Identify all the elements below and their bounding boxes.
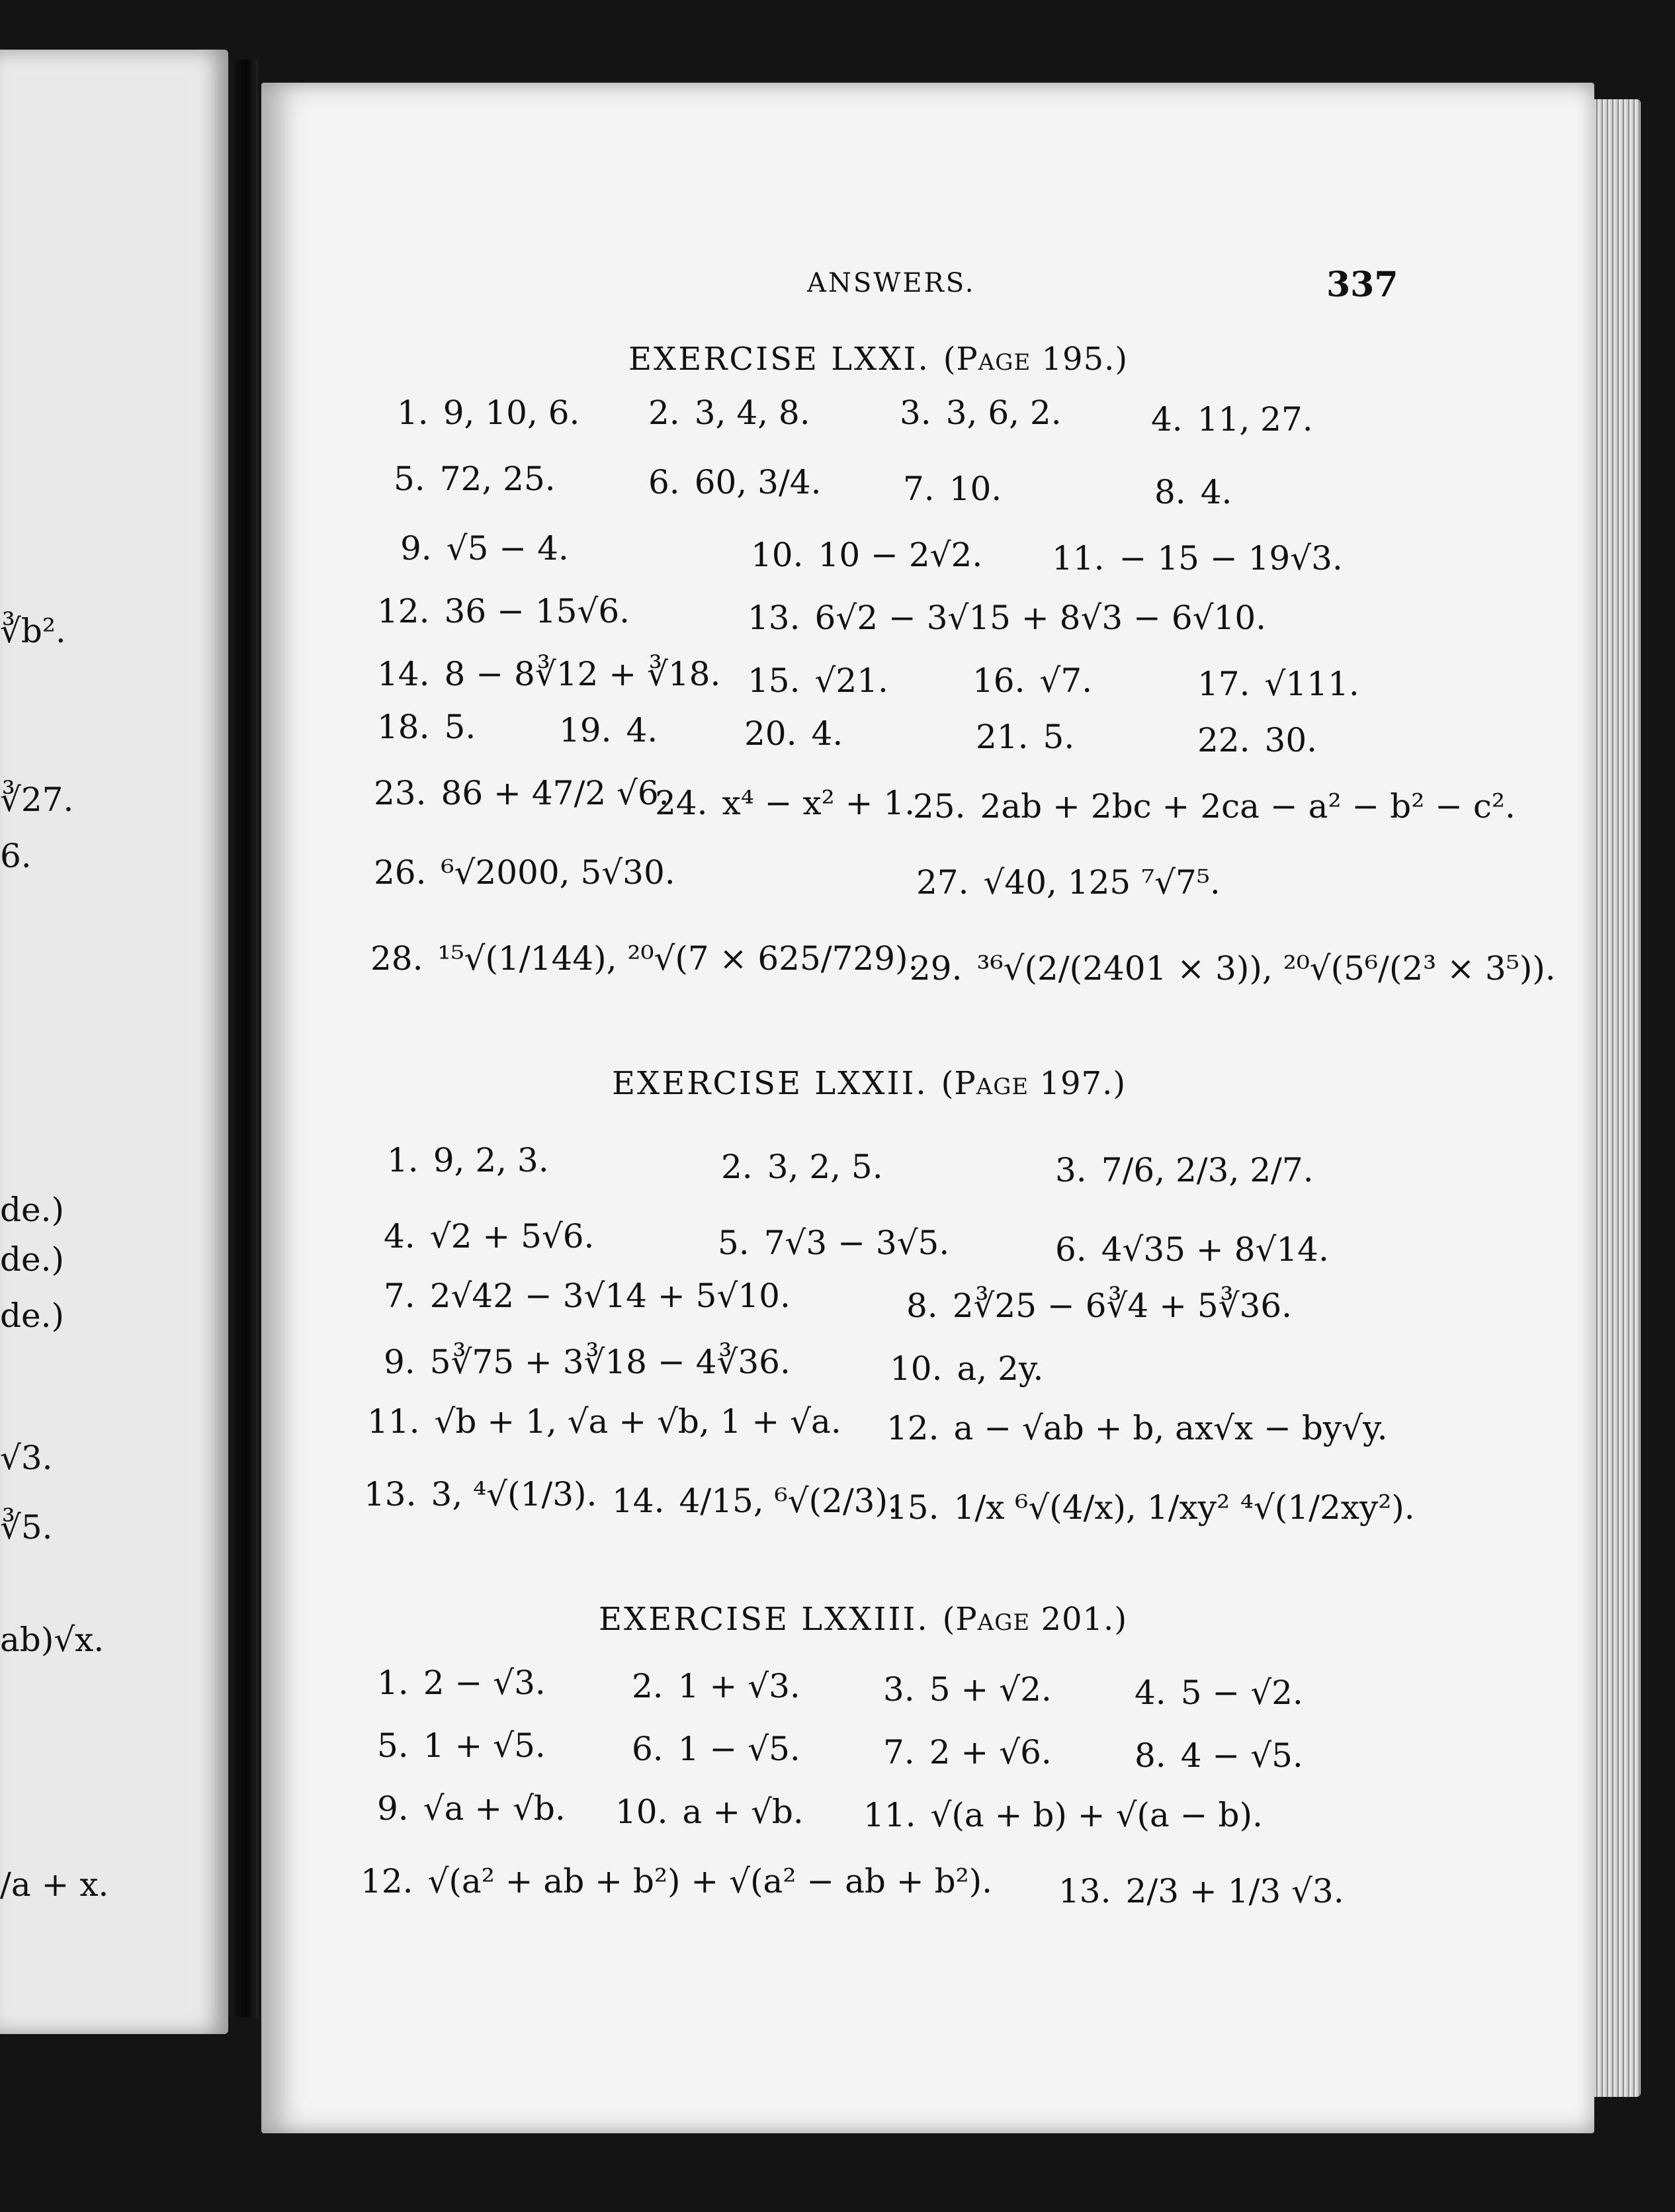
section-title-text: EXERCISE LXXII.	[612, 1065, 928, 1102]
answer-value: √111.	[1264, 665, 1359, 703]
answer-number: 12.	[886, 1409, 939, 1447]
answer-value: 4 − √5.	[1180, 1736, 1303, 1775]
answer-number: 2.	[632, 1667, 664, 1705]
answer-item	[883, 1733, 1052, 1771]
answer-number: 24.	[655, 784, 708, 822]
section-title-text: EXERCISE LXXIII.	[599, 1601, 929, 1638]
section-page-ref: (Page 201.)	[942, 1601, 1128, 1638]
answer-value: 5.	[444, 708, 476, 746]
section-title-lxxi	[628, 341, 1128, 378]
answer-item	[748, 661, 888, 700]
answer-item	[751, 536, 982, 574]
answer-value: 2∛25 − 6∛4 + 5∛36.	[952, 1287, 1293, 1325]
answer-number: 13.	[748, 599, 800, 637]
answer-number: 27.	[916, 863, 969, 902]
answer-number: 23.	[374, 774, 427, 812]
answer-number: 8.	[1154, 473, 1186, 511]
answer-number: 7.	[384, 1277, 415, 1315]
answer-item	[400, 529, 569, 568]
answer-item	[883, 1670, 1052, 1709]
answer-value: 6√2 − 3√15 + 8√3 − 6√10.	[814, 599, 1267, 637]
answer-number: 11.	[863, 1796, 916, 1834]
answer-number: 19.	[559, 711, 612, 749]
answer-value: 4.	[811, 714, 843, 753]
page-number: 337	[1326, 265, 1398, 305]
book-gutter	[228, 60, 258, 2018]
answer-value: 4/15, ⁶√(2/3).	[679, 1482, 898, 1520]
answer-value: 11, 27.	[1197, 400, 1313, 439]
answer-value: 86 + 47/2 √6.	[441, 774, 669, 812]
answer-value: 1 + √5.	[423, 1726, 546, 1765]
answer-item	[397, 394, 580, 432]
answer-value: ¹⁵√(1/144), ²⁰√(7 × 625/729).	[437, 939, 919, 978]
answer-number: 9.	[384, 1343, 415, 1381]
answer-value: 4.	[626, 711, 658, 749]
answer-number: 5.	[377, 1726, 409, 1765]
answer-number: 2.	[721, 1148, 753, 1186]
answer-number: 13.	[1058, 1872, 1111, 1910]
answer-item	[913, 787, 1516, 826]
answer-value: 36 − 15√6.	[444, 592, 630, 630]
answer-item	[748, 599, 1266, 637]
answer-value: 5 + √2.	[929, 1670, 1052, 1709]
answer-number: 15.	[886, 1488, 939, 1527]
answer-value: √(a + b) + √(a − b).	[930, 1796, 1263, 1834]
answer-item	[655, 784, 915, 822]
answer-value: √5 − 4.	[446, 529, 569, 568]
answer-item	[863, 1796, 1263, 1834]
left-fragment: de.)	[0, 1297, 64, 1335]
answer-item	[374, 774, 669, 812]
answer-value: 1/x ⁶√(4/x), 1/xy² ⁴√(1/2xy²).	[953, 1488, 1415, 1527]
answer-item	[648, 394, 810, 432]
left-fragment: √3.	[0, 1439, 53, 1477]
answer-value: ³⁶√(2/(2401 × 3)), ²⁰√(5⁶/(2³ × 3⁵)).	[976, 949, 1556, 988]
answer-number: 10.	[751, 536, 804, 574]
answer-number: 13.	[364, 1475, 417, 1513]
answer-number: 28.	[370, 939, 423, 978]
answer-item	[384, 1277, 791, 1315]
answer-item	[903, 470, 1002, 508]
answer-number: 1.	[387, 1141, 419, 1179]
answer-item	[364, 1475, 597, 1513]
answer-number: 5.	[394, 460, 425, 498]
left-fragment: /a + x.	[0, 1865, 109, 1904]
answer-item	[559, 711, 658, 749]
answer-item	[972, 661, 1092, 700]
answer-value: 72, 25.	[439, 460, 556, 498]
left-fragment: ∛5.	[0, 1508, 53, 1547]
answer-value: 4√35 + 8√14.	[1101, 1230, 1329, 1269]
answer-number: 4.	[1135, 1674, 1166, 1712]
answer-item	[1197, 665, 1359, 703]
answer-item	[632, 1667, 800, 1705]
answer-number: 16.	[972, 661, 1025, 700]
answer-value: 3, ⁴√(1/3).	[431, 1475, 597, 1513]
answer-item	[615, 1793, 804, 1831]
answer-value: √21.	[814, 661, 888, 700]
answer-item	[374, 853, 675, 892]
answer-value: ⁶√2000, 5√30.	[441, 853, 675, 892]
answer-value: √a + √b.	[423, 1789, 566, 1828]
answer-item	[886, 1409, 1388, 1447]
left-page	[0, 50, 228, 2034]
answer-item	[916, 863, 1221, 902]
answer-value: 5∛75 + 3∛18 − 4∛36.	[429, 1343, 791, 1381]
answer-item	[394, 460, 556, 498]
answer-number: 22.	[1197, 721, 1250, 759]
answer-value: 2ab + 2bc + 2ca − a² − b² − c².	[980, 787, 1516, 826]
answer-number: 3.	[900, 394, 931, 432]
answer-item	[1052, 539, 1343, 577]
answer-item	[744, 714, 843, 753]
answer-item	[367, 1402, 841, 1441]
answer-value: 1 − √5.	[677, 1730, 800, 1768]
section-title-lxxiii	[599, 1601, 1127, 1638]
answer-item	[886, 1488, 1415, 1527]
answer-number: 17.	[1197, 665, 1250, 703]
answer-item	[632, 1730, 800, 1768]
answer-value: 9, 2, 3.	[433, 1141, 549, 1179]
answer-item	[384, 1217, 594, 1255]
answer-number: 11.	[367, 1402, 420, 1441]
answer-value: 2/3 + 1/3 √3.	[1125, 1872, 1344, 1910]
answer-value: 4.	[1200, 473, 1232, 511]
answer-number: 10.	[615, 1793, 668, 1831]
answer-number: 18.	[377, 708, 430, 746]
answer-value: √b + 1, √a + √b, 1 + √a.	[434, 1402, 841, 1441]
answer-value: a − √ab + b, ax√x − by√y.	[953, 1409, 1388, 1447]
answer-value: 3, 6, 2.	[945, 394, 1062, 432]
answer-number: 4.	[384, 1217, 415, 1255]
answer-item	[370, 939, 918, 978]
section-page-ref: (Page 195.)	[943, 341, 1129, 378]
answer-number: 12.	[377, 592, 430, 630]
answer-item	[377, 1726, 546, 1765]
answer-value: 10 − 2√2.	[818, 536, 983, 574]
answer-value: 7/6, 2/3, 2/7.	[1101, 1151, 1314, 1189]
answer-item	[900, 394, 1062, 432]
answer-number: 3.	[883, 1670, 915, 1709]
answer-item	[377, 708, 476, 746]
answer-value: 10.	[949, 470, 1002, 508]
answer-number: 21.	[976, 718, 1029, 756]
answer-item	[1197, 721, 1317, 759]
answer-value: 3, 2, 5.	[767, 1148, 883, 1186]
answer-number: 6.	[648, 463, 680, 501]
answer-value: 7√3 − 3√5.	[763, 1224, 950, 1262]
answer-value: 2 − √3.	[423, 1664, 546, 1702]
answer-value: √40, 125 ⁷√7⁵.	[983, 863, 1221, 902]
answer-number: 29.	[910, 949, 963, 988]
answer-number: 14.	[377, 655, 430, 693]
section-page-ref: (Page 197.)	[941, 1065, 1127, 1102]
left-fragment: 6.	[0, 837, 32, 875]
answer-number: 7.	[883, 1733, 915, 1771]
answer-value: √7.	[1039, 661, 1093, 700]
answer-item	[361, 1862, 992, 1900]
answer-number: 9.	[400, 529, 432, 568]
page-edges	[1594, 99, 1641, 2097]
left-fragment: de.)	[0, 1240, 64, 1279]
answer-number: 7.	[903, 470, 935, 508]
answer-number: 4.	[1151, 400, 1183, 439]
answer-value: 5.	[1043, 718, 1075, 756]
answer-item	[906, 1287, 1292, 1325]
left-fragment: ab)√x.	[0, 1621, 105, 1659]
answer-value: 60, 3/4.	[694, 463, 822, 501]
answer-number: 14.	[612, 1482, 665, 1520]
answer-item	[377, 655, 720, 693]
answer-item	[648, 463, 822, 501]
answer-item	[1135, 1674, 1303, 1712]
answer-item	[1151, 400, 1313, 439]
answer-item	[1154, 473, 1232, 511]
answer-item	[387, 1141, 549, 1179]
answer-number: 9.	[377, 1789, 409, 1828]
answer-item	[910, 949, 1556, 988]
answer-value: √(a² + ab + b²) + √(a² − ab + b²).	[427, 1862, 993, 1900]
answer-number: 15.	[748, 661, 800, 700]
answer-number: 3.	[1055, 1151, 1087, 1189]
answer-value: 30.	[1264, 721, 1318, 759]
answer-item	[718, 1224, 949, 1262]
answer-value: − 15 − 19√3.	[1119, 539, 1343, 577]
answer-value: 2 + √6.	[929, 1733, 1052, 1771]
answer-number: 8.	[1135, 1736, 1166, 1775]
answer-item	[1135, 1736, 1303, 1775]
left-fragment: de.)	[0, 1191, 64, 1229]
answer-number: 25.	[913, 787, 966, 826]
answer-number: 20.	[744, 714, 797, 753]
answer-value: a, 2y.	[957, 1349, 1044, 1388]
answer-item	[612, 1482, 898, 1520]
answer-value: 3, 4, 8.	[694, 394, 810, 432]
left-fragment: ∛b².	[0, 612, 66, 650]
answer-number: 6.	[1055, 1230, 1087, 1269]
answer-number: 8.	[906, 1287, 938, 1325]
answer-item	[1058, 1872, 1344, 1910]
answer-value: x⁴ − x² + 1.	[722, 784, 916, 822]
answer-value: 9, 10, 6.	[443, 394, 580, 432]
answer-item	[976, 718, 1074, 756]
answer-number: 10.	[890, 1349, 943, 1388]
section-title-lxxii	[612, 1065, 1126, 1102]
answer-number: 1.	[377, 1664, 409, 1702]
answer-value: 1 + √3.	[677, 1667, 800, 1705]
answer-number: 11.	[1052, 539, 1105, 577]
section-title-text: EXERCISE LXXI.	[628, 341, 930, 378]
left-fragment: ∛27.	[0, 781, 74, 819]
answer-number: 12.	[361, 1862, 413, 1900]
answer-item	[721, 1148, 883, 1186]
answer-value: √2 + 5√6.	[429, 1217, 595, 1255]
answer-item	[384, 1343, 791, 1381]
answer-number: 2.	[648, 394, 680, 432]
answer-item	[377, 592, 630, 630]
answer-value: 8 − 8∛12 + ∛18.	[444, 655, 721, 693]
answer-value: 2√42 − 3√14 + 5√10.	[429, 1277, 791, 1315]
answer-number: 1.	[397, 394, 429, 432]
answer-value: a + √b.	[682, 1793, 804, 1831]
answer-value: 5 − √2.	[1180, 1674, 1303, 1712]
answer-item	[890, 1349, 1043, 1388]
answer-item	[1055, 1151, 1314, 1189]
answer-item	[377, 1789, 566, 1828]
answer-number: 6.	[632, 1730, 664, 1768]
answer-number: 5.	[718, 1224, 750, 1262]
answer-item	[377, 1664, 546, 1702]
answer-item	[1055, 1230, 1329, 1269]
running-head: ANSWERS.	[807, 268, 976, 298]
answer-number: 26.	[374, 853, 427, 892]
